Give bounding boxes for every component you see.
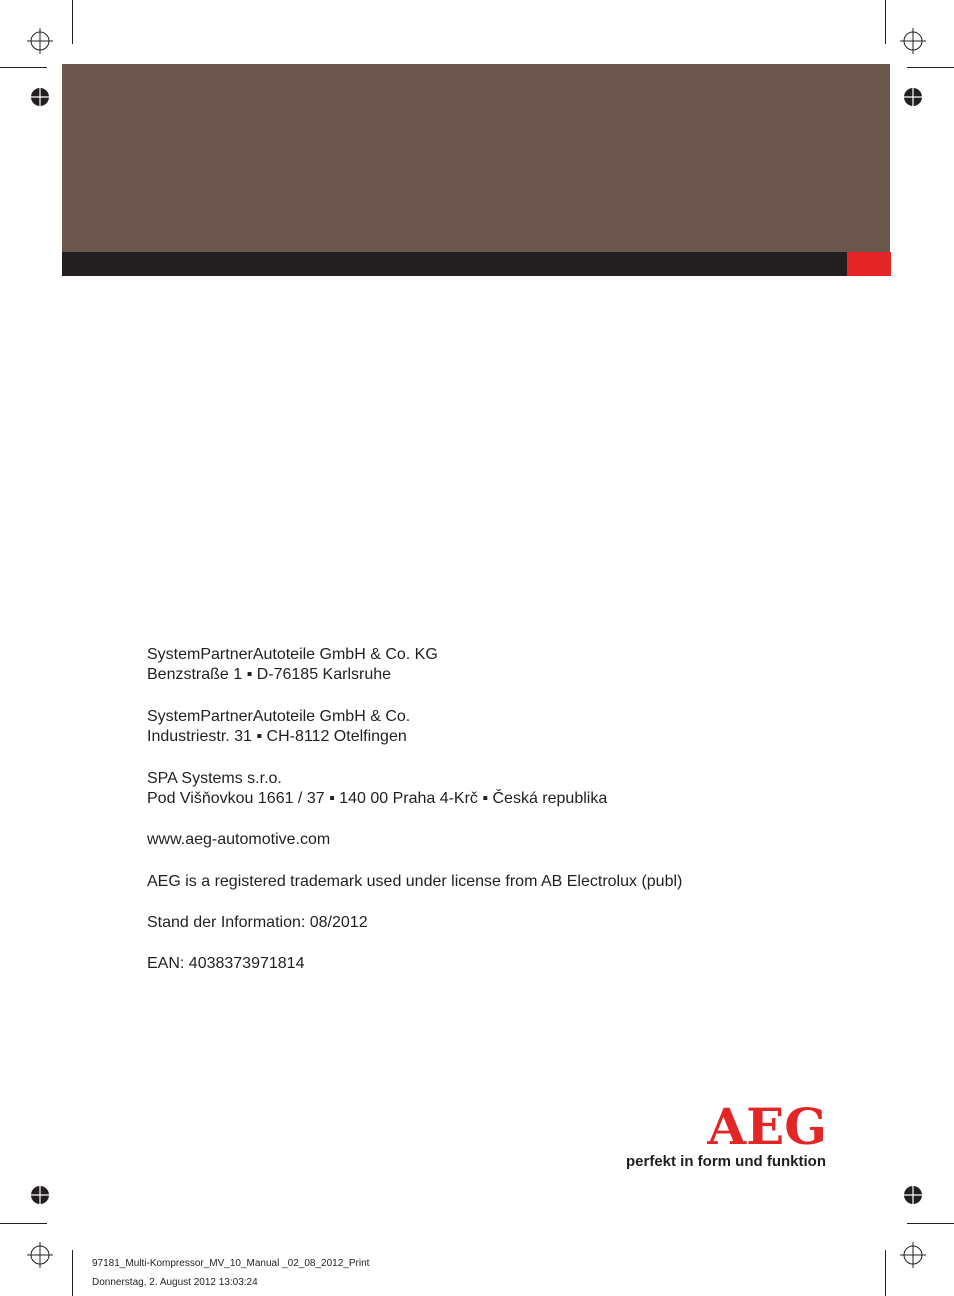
website-link[interactable]: www.aeg-automotive.com bbox=[147, 831, 331, 848]
crop-mark-top-right-vertical bbox=[885, 0, 886, 44]
crop-mark-bottom-right-horizontal bbox=[907, 1223, 954, 1224]
header-red-accent bbox=[847, 252, 891, 276]
registration-dot-icon bbox=[30, 1185, 50, 1205]
address-czech-company: SPA Systems s.r.o. bbox=[147, 770, 282, 787]
address-czech-street: Pod Višňovkou 1661 / 37 ▪ 140 00 Praha 4-Krč ▪ Česká republika bbox=[147, 790, 608, 807]
address-switzerland-street: Industriestr. 31 ▪ CH-8112 Otelfingen bbox=[147, 728, 407, 745]
aeg-tagline: perfekt in form und funktion bbox=[626, 1153, 826, 1170]
crop-mark-top-left-horizontal bbox=[0, 67, 47, 68]
address-germany-street: Benzstraße 1 ▪ D-76185 Karlsruhe bbox=[147, 666, 392, 683]
registration-dot-icon bbox=[903, 1185, 923, 1205]
information-date: Stand der Information: 08/2012 bbox=[147, 914, 368, 931]
crop-mark-top-left-vertical bbox=[72, 0, 73, 44]
registration-target-icon bbox=[900, 1242, 926, 1268]
crop-mark-bottom-right-vertical bbox=[885, 1250, 886, 1296]
crop-mark-bottom-left-vertical bbox=[72, 1250, 73, 1296]
aeg-logo: AEG bbox=[707, 1097, 827, 1156]
print-slug-timestamp: Donnerstag, 2. August 2012 13:03:24 bbox=[92, 1277, 258, 1288]
trademark-notice: AEG is a registered trademark used under license from AB Electrolux (publ) bbox=[147, 873, 683, 890]
registration-dot-icon bbox=[30, 87, 50, 107]
registration-target-icon bbox=[900, 28, 926, 54]
registration-target-icon bbox=[27, 1242, 53, 1268]
address-germany-company: SystemPartnerAutoteile GmbH & Co. KG bbox=[147, 646, 438, 663]
crop-mark-top-right-horizontal bbox=[907, 67, 954, 68]
ean-code: EAN: 4038373971814 bbox=[147, 955, 305, 972]
header-dark-bar bbox=[62, 252, 847, 276]
print-slug-filename: 97181_Multi-Kompressor_MV_10_Manual _02_08_2012_Print bbox=[92, 1258, 370, 1269]
address-switzerland-company: SystemPartnerAutoteile GmbH & Co. bbox=[147, 708, 411, 725]
crop-mark-bottom-left-horizontal bbox=[0, 1223, 47, 1224]
registration-dot-icon bbox=[903, 87, 923, 107]
header-brown-band bbox=[62, 64, 890, 252]
registration-target-icon bbox=[27, 28, 53, 54]
